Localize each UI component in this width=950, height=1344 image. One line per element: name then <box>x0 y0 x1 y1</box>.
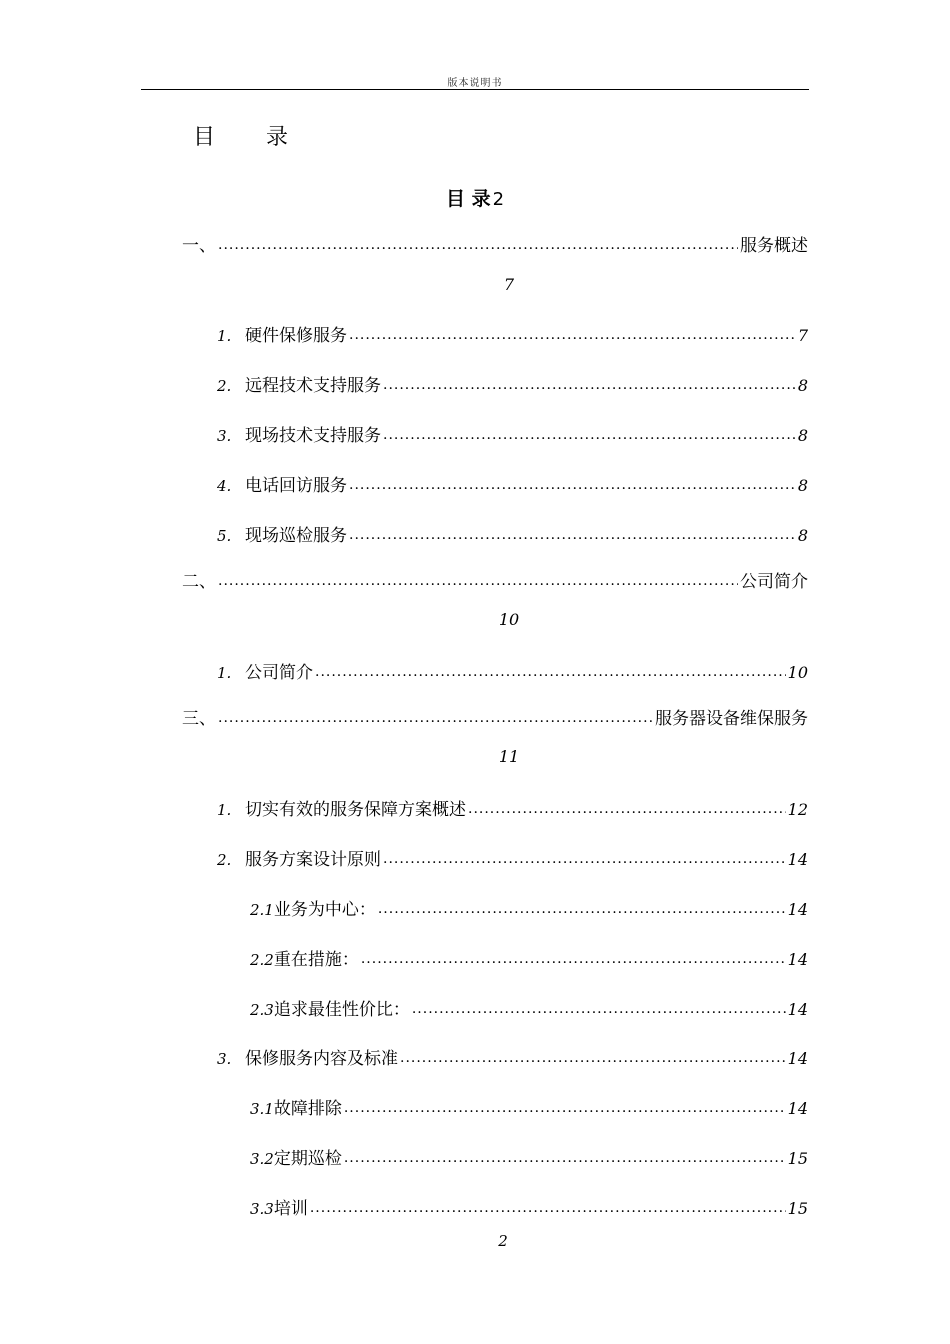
toc-entry[interactable] <box>217 658 808 683</box>
toc-entry-page: 15 <box>787 1149 808 1168</box>
toc-entry-title: 服务方案设计原则 <box>245 850 381 870</box>
toc-entry-num: 2.3 <box>250 1001 274 1019</box>
toc-entry-page: 7 <box>797 326 808 345</box>
toc-entry-num: 3.1 <box>250 1100 274 1118</box>
dot-leader <box>315 661 786 678</box>
toc-entry-num: 4. <box>217 477 232 495</box>
toc-entry[interactable] <box>217 321 808 346</box>
running-header: 版本说明书 <box>447 78 503 89</box>
toc-entry-num: 1. <box>217 327 232 345</box>
toc-part-page: 10 <box>498 610 520 629</box>
toc-entry-page: 14 <box>787 1099 808 1118</box>
toc-heading: 目 录 <box>193 125 310 150</box>
toc-part-title: 服务器设备维保服务 <box>655 709 808 729</box>
toc-entry-num: 5. <box>217 527 232 545</box>
toc-part-2[interactable] <box>182 567 808 592</box>
toc-entry-num: 2.2 <box>250 951 274 969</box>
toc-entry[interactable] <box>250 945 808 970</box>
toc-entry-title: 保修服务内容及标准 <box>245 1049 398 1069</box>
toc-entry-page: 8 <box>797 376 808 395</box>
toc-entry-title: 现场巡检服务 <box>245 526 347 546</box>
dot-leader <box>383 424 796 441</box>
toc-entry-title: 现场技术支持服务 <box>245 426 381 446</box>
toc-entry[interactable] <box>217 371 808 396</box>
dot-leader <box>383 848 786 865</box>
toc-entry-title: 重在措施： <box>273 950 359 970</box>
dot-leader <box>218 707 653 724</box>
toc-entry-title: 公司简介 <box>245 663 313 683</box>
toc-entry-title: 硬件保修服务 <box>245 326 347 346</box>
toc-entry-num: 1. <box>217 801 232 819</box>
toc-part-page: 7 <box>503 275 515 294</box>
toc-entry-num: 2. <box>217 851 232 869</box>
header-rule <box>141 89 809 90</box>
toc-entry-page: 8 <box>797 526 808 545</box>
toc-subheading-text: 目 录 <box>445 188 491 210</box>
dot-leader <box>349 524 796 541</box>
dot-leader <box>310 1197 786 1214</box>
toc-entry-title: 业务为中心： <box>273 900 376 920</box>
dot-leader <box>218 570 738 587</box>
toc-entry-page: 14 <box>787 850 808 869</box>
toc-entry-title: 故障排除 <box>273 1099 342 1119</box>
toc-entry-title: 切实有效的服务保障方案概述 <box>245 800 466 820</box>
toc-entry-page: 14 <box>787 900 808 919</box>
toc-entry[interactable] <box>217 845 808 870</box>
toc-entry-num: 1. <box>217 664 232 682</box>
dot-leader <box>412 998 786 1015</box>
toc-entry[interactable] <box>217 471 808 496</box>
toc-part-1[interactable] <box>182 231 808 256</box>
toc-part-label: 一、 <box>182 236 216 256</box>
toc-entry-num: 3.3 <box>250 1200 274 1218</box>
toc-entry-page: 8 <box>797 476 808 495</box>
dot-leader <box>344 1097 786 1114</box>
toc-entry-page: 12 <box>787 800 808 819</box>
page-number: 2 <box>498 1232 508 1250</box>
toc-entry-title: 电话回访服务 <box>245 476 347 496</box>
toc-entry-title: 远程技术支持服务 <box>245 376 381 396</box>
toc-entry-page: 10 <box>787 663 808 682</box>
toc-entry[interactable] <box>217 521 808 546</box>
toc-entry-num: 2. <box>217 377 232 395</box>
toc-entry[interactable] <box>250 895 808 920</box>
toc-entry-title: 培训 <box>273 1199 308 1219</box>
toc-subheading[interactable] <box>0 184 950 211</box>
dot-leader <box>349 474 796 491</box>
toc-entry-num: 2.1 <box>250 901 274 919</box>
dot-leader <box>218 234 738 251</box>
dot-leader <box>468 798 786 815</box>
toc-entry-page: 14 <box>787 1049 808 1068</box>
toc-entry-num: 3.2 <box>250 1150 274 1168</box>
toc-entry-page: 14 <box>787 1000 808 1019</box>
toc-entry[interactable] <box>217 421 808 446</box>
dot-leader <box>383 374 796 391</box>
toc-entry-page: 8 <box>797 426 808 445</box>
dot-leader <box>344 1147 786 1164</box>
toc-subheading-page: 2 <box>492 189 505 210</box>
toc-entry-title: 追求最佳性价比： <box>273 1000 410 1020</box>
toc-entry[interactable] <box>250 1144 808 1169</box>
toc-part-page: 11 <box>498 747 520 766</box>
toc-entry[interactable] <box>217 795 808 820</box>
dot-leader <box>400 1047 786 1064</box>
toc-entry[interactable] <box>250 995 808 1020</box>
dot-leader <box>378 898 786 915</box>
toc-entry-num: 3. <box>217 427 232 445</box>
toc-part-label: 二、 <box>182 572 216 592</box>
toc-entry-page: 15 <box>787 1199 808 1218</box>
toc-part-title: 公司简介 <box>740 572 808 592</box>
toc-part-3[interactable] <box>182 704 808 729</box>
toc-entry[interactable] <box>250 1194 808 1219</box>
dot-leader <box>361 948 786 965</box>
toc-entry[interactable] <box>217 1044 808 1069</box>
toc-part-label: 三、 <box>182 709 216 729</box>
dot-leader <box>349 324 796 341</box>
toc-entry-title: 定期巡检 <box>273 1149 342 1169</box>
toc-entry-page: 14 <box>787 950 808 969</box>
toc-entry-num: 3. <box>217 1050 232 1068</box>
toc-entry[interactable] <box>250 1094 808 1119</box>
toc-part-title: 服务概述 <box>740 236 808 256</box>
